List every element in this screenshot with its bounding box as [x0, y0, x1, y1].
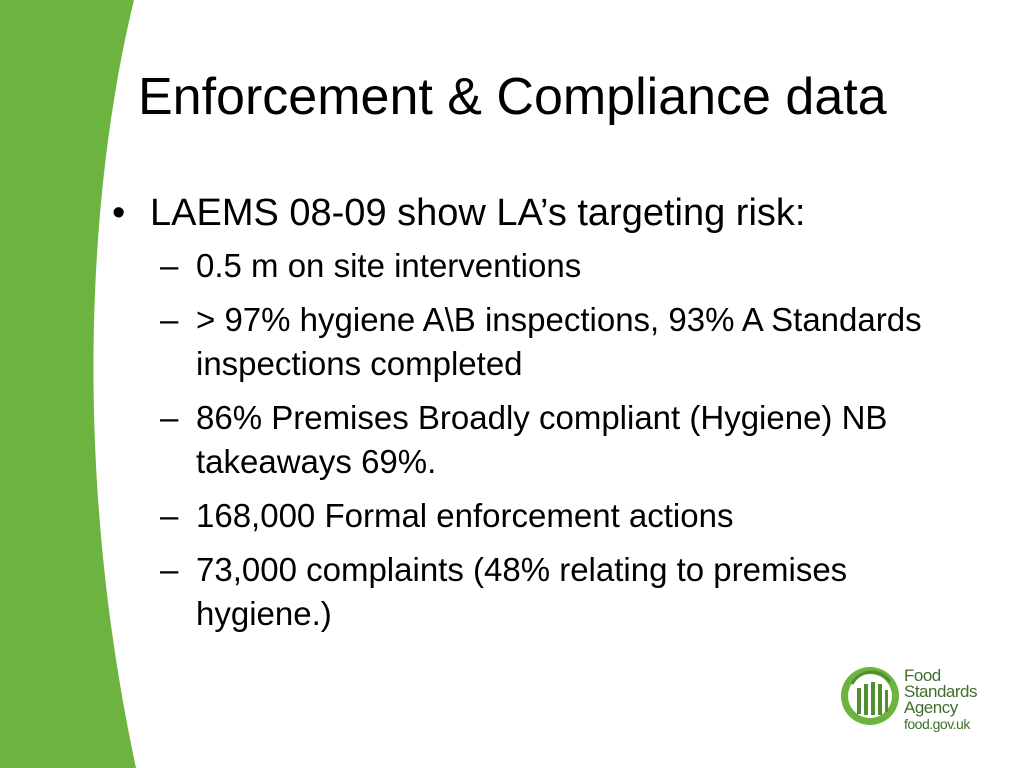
- sub-bullet: [110, 298, 970, 386]
- dash-marker: –: [160, 301, 179, 338]
- sub-bullet: [110, 244, 970, 288]
- sub-bullet: [110, 548, 970, 636]
- logo-url: food.gov.uk: [904, 716, 970, 732]
- main-bullet-text: LAEMS 08-09 show LA’s targeting risk:: [150, 192, 806, 234]
- slide-title: Enforcement & Compliance data: [138, 68, 887, 126]
- dash-marker: –: [160, 399, 179, 436]
- dash-marker: –: [160, 551, 179, 588]
- food-standards-agency-logo: [840, 662, 990, 742]
- logo-line-standards: Standards: [904, 682, 977, 701]
- dash-marker: –: [160, 247, 179, 284]
- food-standards-agency-emblem-icon: [840, 666, 900, 726]
- sub-bullet-text: 73,000 complaints (48% relating to premises hygiene.): [196, 551, 848, 632]
- logo-line-agency: Agency: [904, 698, 958, 717]
- logo-line-food: Food: [904, 666, 941, 685]
- dash-marker: –: [160, 497, 179, 534]
- sub-bullet-list: [110, 244, 970, 636]
- logo-wordmark: [904, 668, 977, 733]
- slide-content: [110, 190, 970, 646]
- sub-bullet-text: 0.5 m on site interventions: [196, 247, 582, 284]
- sub-bullet: [110, 494, 970, 538]
- sub-bullet-text: 86% Premises Broadly compliant (Hygiene) NB takeaways 69%.: [196, 399, 888, 480]
- main-bullet: [110, 190, 970, 236]
- sub-bullet-text: > 97% hygiene A\B inspections, 93% A Standards inspections completed: [196, 301, 922, 382]
- bullet-marker: •: [112, 192, 126, 234]
- sub-bullet-text: 168,000 Formal enforcement actions: [196, 497, 734, 534]
- sub-bullet: [110, 396, 970, 484]
